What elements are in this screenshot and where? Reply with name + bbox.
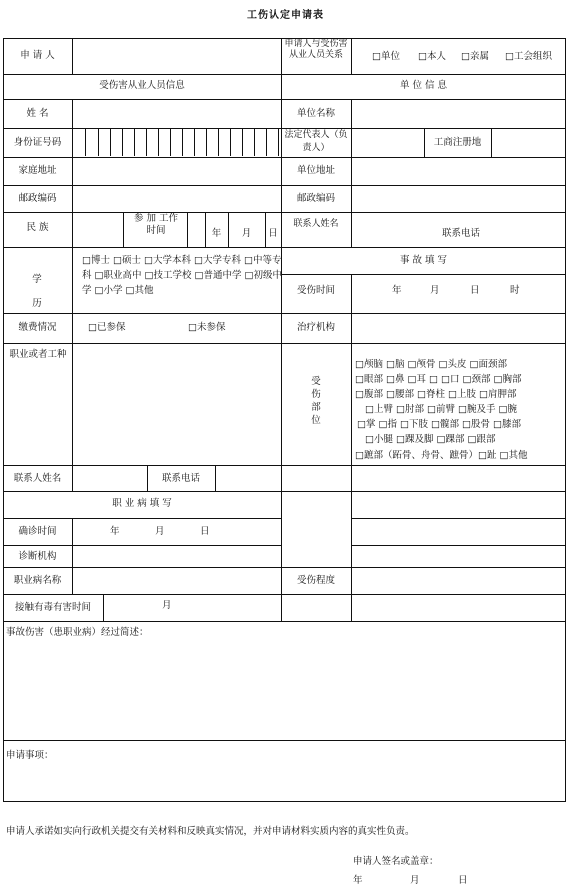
- row-line: [3, 313, 566, 314]
- col-line: [123, 212, 124, 247]
- body-part-line[interactable]: □上臂 □肘部 □前臂 □腕及手 □腕: [365, 404, 517, 415]
- body-part-line[interactable]: □腹部 □腰部 □脊柱 □上肢 □肩胛部: [355, 389, 517, 400]
- body-part-line[interactable]: □颅脑 □脑 □颅骨 □头皮 □面颈部: [355, 359, 507, 370]
- relation-option-self[interactable]: □本人: [418, 51, 446, 62]
- applicant-label: 申 请 人: [20, 50, 55, 61]
- col-line: [72, 99, 73, 247]
- body-part-line[interactable]: □掌 □指 □下肢 □髋部 □股骨 □膝部: [357, 419, 521, 430]
- summary-label: 事故伤害（患职业病）经过简述：: [6, 627, 149, 638]
- row-line: [351, 518, 566, 519]
- disease-name-label: 职业病名称: [13, 575, 62, 586]
- body-part-line[interactable]: □眼部 □鼻 □耳 □ □口 □颈部 □胸部: [355, 374, 522, 385]
- id-digit-cell[interactable]: [230, 128, 231, 156]
- relation-option-relative[interactable]: □亲属: [461, 51, 489, 62]
- row-line: [3, 491, 566, 492]
- worker-contact-phone-label: 联系电话: [161, 473, 200, 484]
- signature-day: 日: [458, 875, 468, 886]
- diagnosis-day: 日: [200, 526, 210, 537]
- row-line: [3, 343, 566, 344]
- id-digit-cell[interactable]: [170, 128, 171, 156]
- education-label: 学 历: [32, 274, 42, 309]
- id-digit-cell[interactable]: [266, 128, 267, 156]
- unit-address-label: 单位地址: [296, 165, 335, 176]
- col-line: [72, 247, 73, 465]
- unit-postcode-label: 邮政编码: [296, 193, 335, 204]
- id-digit-cell[interactable]: [98, 128, 99, 156]
- row-line: [3, 74, 566, 75]
- col-line: [103, 594, 104, 621]
- row-line: [281, 274, 566, 275]
- injury-hour: 时: [510, 285, 520, 296]
- row-line: [3, 545, 281, 546]
- declaration-text: 申请人承诺如实向行政机关提交有关材料和反映真实情况，并对申请材料实质内容的真实性负责。: [6, 826, 415, 837]
- col-line: [351, 38, 352, 74]
- request-label: 申请事项：: [6, 750, 54, 761]
- row-line: [3, 594, 566, 595]
- diagnosis-time-label: 确诊时间: [18, 526, 57, 537]
- treatment-org-label: 治疗机构: [296, 322, 335, 333]
- col-line: [215, 465, 216, 491]
- legal-rep-label: 法定代表人（负责人）: [284, 130, 348, 153]
- row-line: [3, 621, 566, 622]
- unit-contact-phone-label: 联系电话: [442, 228, 481, 239]
- signature-year: 年: [353, 875, 363, 886]
- home-address-label: 家庭地址: [18, 165, 57, 176]
- body-part-line[interactable]: □小腿 □踝及脚 □踝部 □跟部: [365, 434, 496, 445]
- id-digit-cell[interactable]: [182, 128, 183, 156]
- unit-name-label: 单位名称: [296, 108, 335, 119]
- id-digit-cell[interactable]: [146, 128, 147, 156]
- id-digit-cell[interactable]: [122, 128, 123, 156]
- start-month: 月: [241, 228, 252, 239]
- row-line: [3, 157, 566, 158]
- id-digit-cell[interactable]: [242, 128, 243, 156]
- row-line: [3, 212, 566, 213]
- id-digit-cell[interactable]: [85, 128, 86, 156]
- occupation-label: 职业或者工种: [9, 349, 67, 360]
- injury-year: 年: [392, 285, 402, 296]
- unit-info-header: 单 位 信 息: [399, 80, 448, 91]
- ethnicity-label: 民 族: [26, 222, 49, 233]
- relation-option-unit[interactable]: □单位: [372, 51, 400, 62]
- row-line: [3, 185, 566, 186]
- id-digit-cell[interactable]: [278, 128, 279, 156]
- id-digit-cell[interactable]: [254, 128, 255, 156]
- insurance-label: 缴费情况: [18, 322, 57, 333]
- start-work-label: 参 加 工作时间: [133, 213, 179, 236]
- col-line: [491, 128, 492, 157]
- col-line: [351, 99, 352, 247]
- diagnosis-org-label: 诊断机构: [18, 551, 57, 562]
- worker-contact-name-label: 联系人姓名: [13, 473, 62, 484]
- row-line: [3, 518, 281, 519]
- col-line: [72, 38, 73, 74]
- injury-month: 月: [430, 285, 440, 296]
- relation-option-union[interactable]: □工会组织: [505, 51, 552, 62]
- form-title: 工伤认定申请表: [247, 10, 324, 21]
- diagnosis-year: 年: [110, 526, 120, 537]
- worker-info-header: 受伤害从业人员信息: [99, 80, 185, 91]
- row-line: [3, 247, 566, 248]
- id-number-label: 身份证号码: [13, 137, 62, 148]
- body-part-line[interactable]: □蹠部（跖骨、舟骨、蹠骨）□趾 □其他: [355, 450, 528, 461]
- col-line: [187, 212, 188, 247]
- body-part-label: 受 伤 部 位: [311, 376, 321, 426]
- col-line: [351, 274, 352, 465]
- row-line: [3, 99, 566, 100]
- accident-fill-header: 事 故 填 写: [399, 255, 448, 266]
- insured-option[interactable]: □已参保: [88, 322, 126, 333]
- id-digit-cell[interactable]: [218, 128, 219, 156]
- uninsured-option[interactable]: □未参保: [188, 322, 226, 333]
- unit-contact-name-label: 联系人姓名: [293, 219, 339, 229]
- worker-name-label: 姓 名: [26, 108, 49, 119]
- col-line: [281, 38, 282, 74]
- start-year: 年: [211, 228, 222, 239]
- id-digit-cell[interactable]: [206, 128, 207, 156]
- row-line: [351, 545, 566, 546]
- relation-label: 申请人与受伤害从业人员关系: [284, 39, 348, 60]
- injury-degree-label: 受伤程度: [296, 575, 335, 586]
- signature-label: 申请人签名或盖章：: [353, 856, 439, 867]
- id-digit-cell[interactable]: [110, 128, 111, 156]
- exposure-month: 月: [162, 600, 172, 611]
- col-line: [72, 518, 73, 594]
- worker-postcode-label: 邮政编码: [18, 193, 57, 204]
- disease-fill-header: 职 业 病 填 写: [112, 498, 172, 509]
- exposure-time-label: 接触有毒有害时间: [14, 602, 91, 613]
- col-line: [72, 465, 73, 491]
- col-line: [351, 465, 352, 621]
- id-digit-cell[interactable]: [134, 128, 135, 156]
- education-options[interactable]: □博士 □硕士 □大学本科 □大学专科 □中等专科 □职业高中 □技工学校 □普通中学 □初级中学 □小学 □其他: [82, 255, 282, 296]
- diagnosis-month: 月: [155, 526, 165, 537]
- id-digit-cell[interactable]: [158, 128, 159, 156]
- row-line: [3, 567, 566, 568]
- signature-month: 月: [410, 875, 420, 886]
- row-line: [3, 465, 566, 466]
- col-line: [281, 74, 282, 621]
- injury-day: 日: [470, 285, 480, 296]
- injury-time-label: 受伤时间: [296, 285, 335, 296]
- reg-no-label: 工商注册地: [433, 137, 482, 148]
- id-digit-cell[interactable]: [194, 128, 195, 156]
- row-line: [3, 740, 566, 741]
- start-day: 日: [268, 228, 278, 239]
